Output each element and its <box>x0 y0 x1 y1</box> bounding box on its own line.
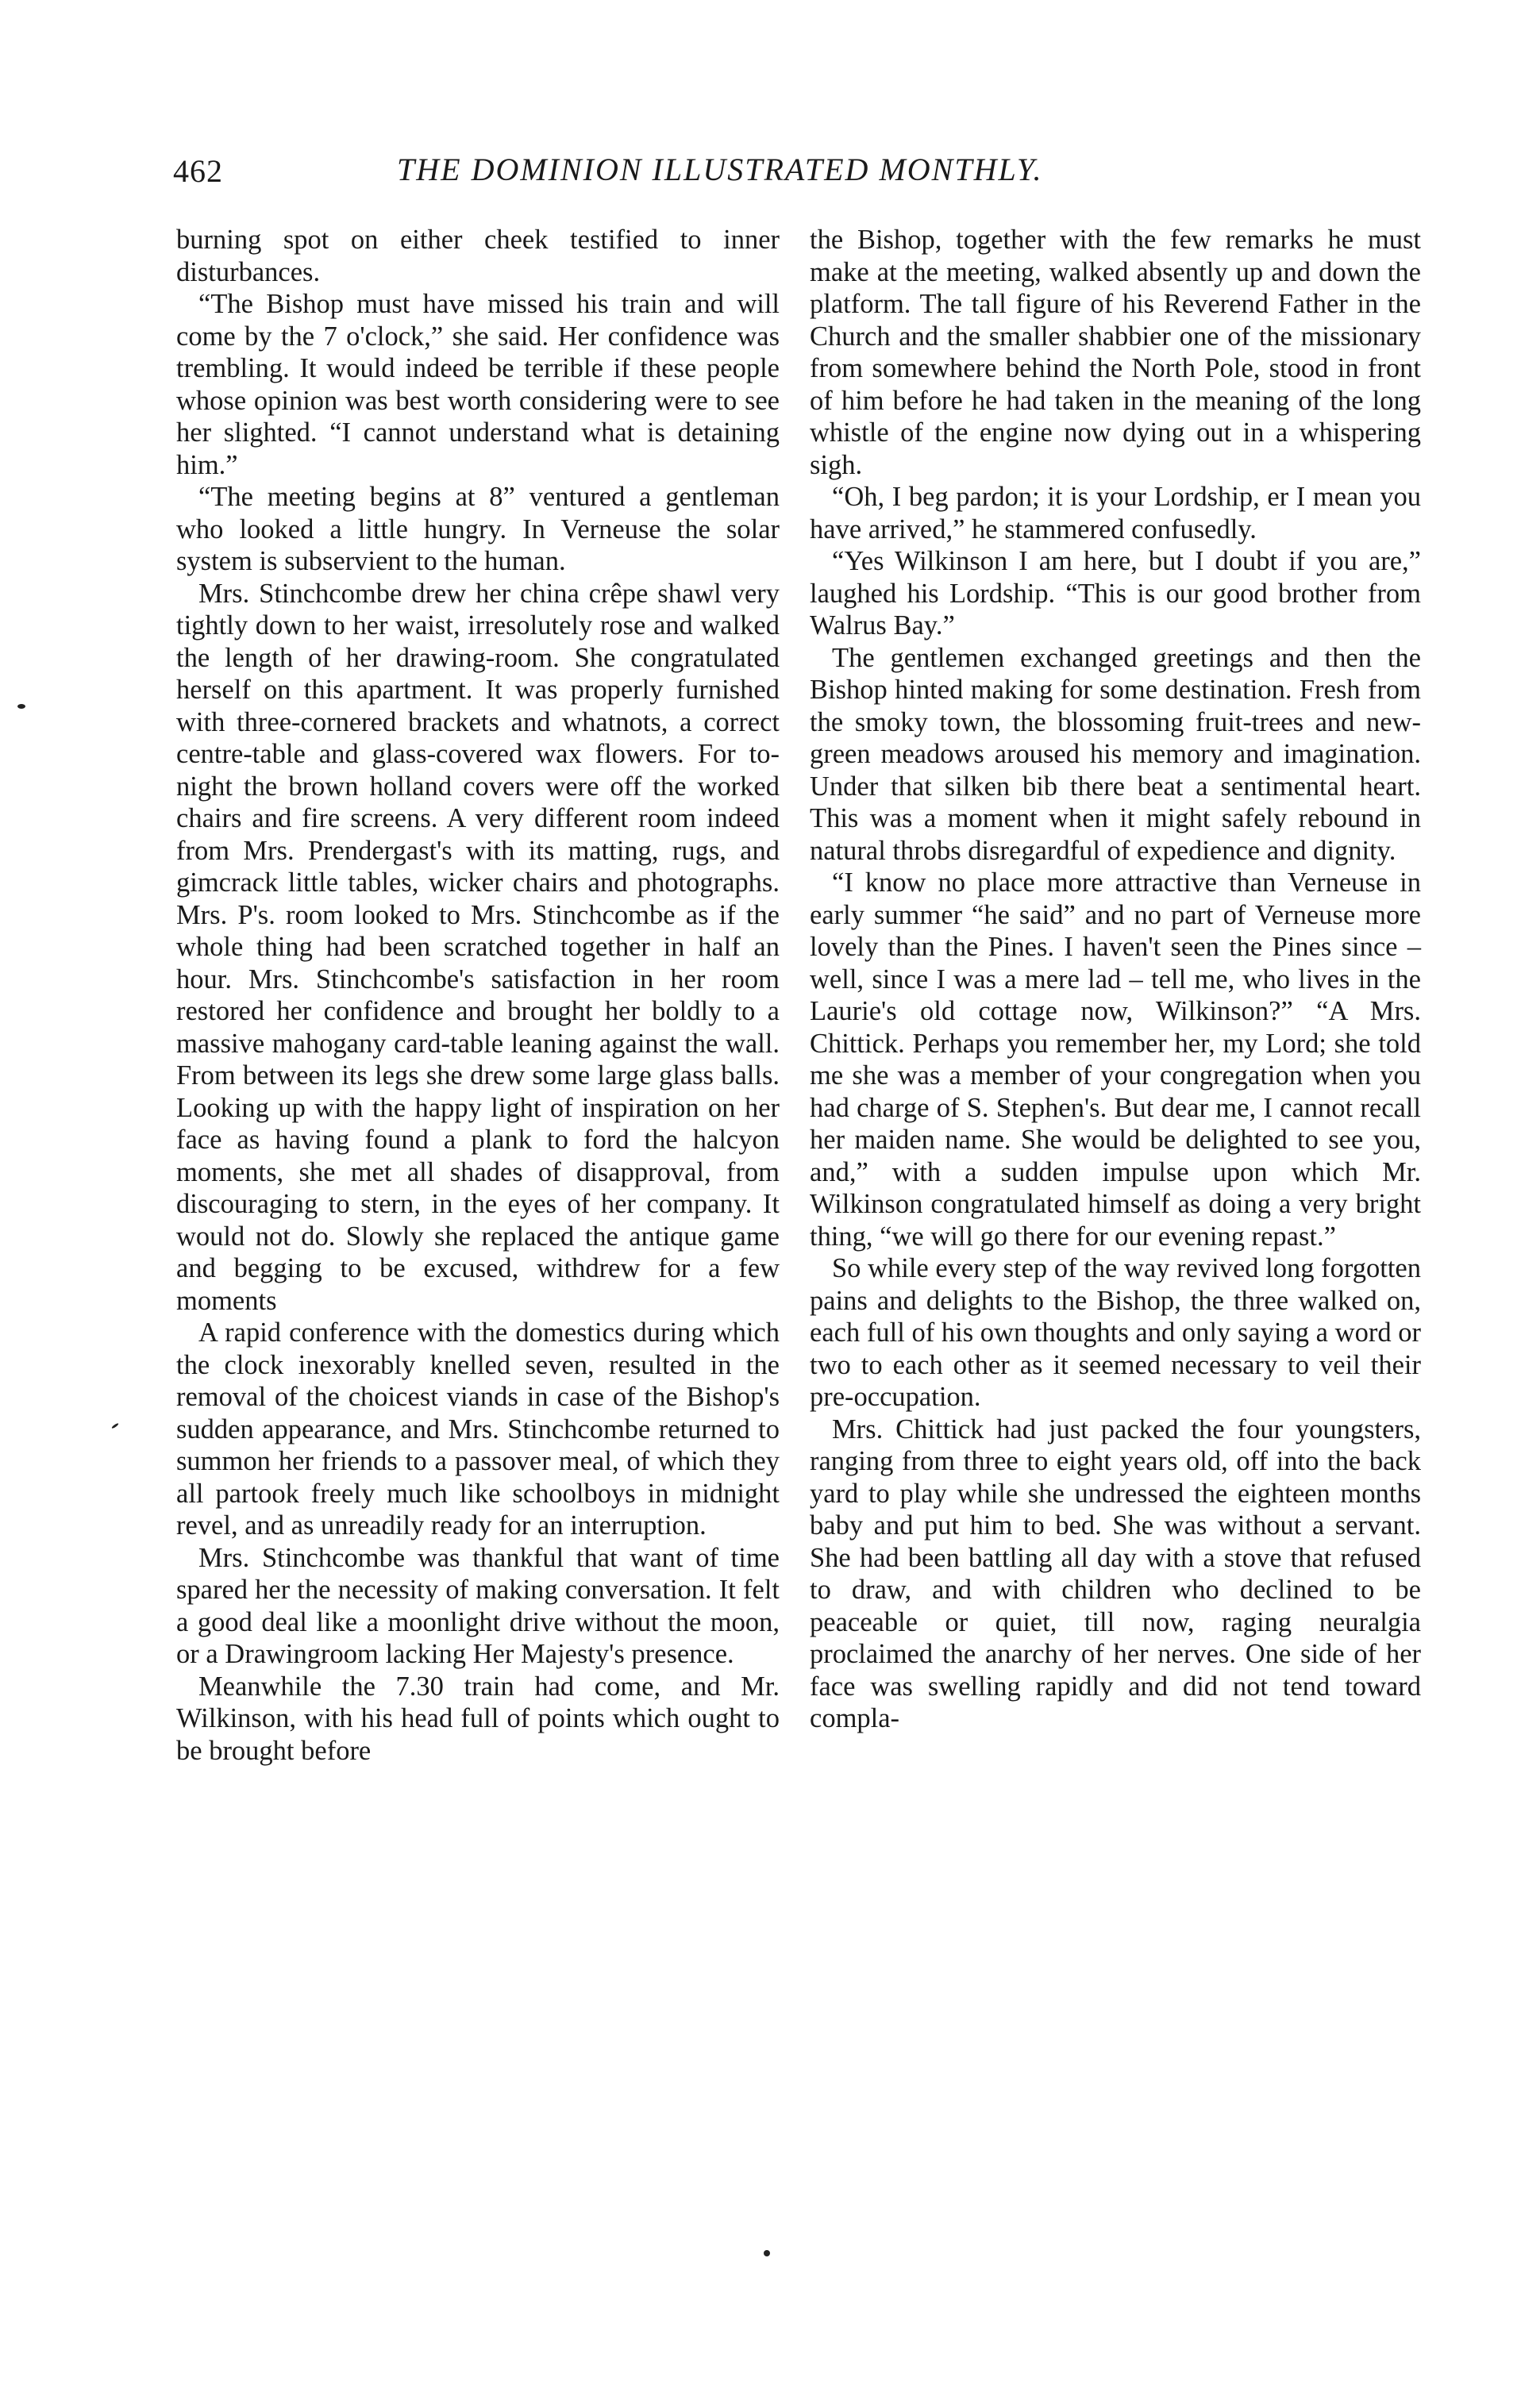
margin-dot <box>17 704 25 709</box>
paragraph: “The meeting begins at 8” ventured a gentleman who looked a little hungry. In Verneuse the solar system is subservient to the human. <box>176 482 780 576</box>
paragraph: the Bishop, together with the few remarks he must make at the meeting, walked absently up and down the platform. The tall figure of his Reverend Father in the Church and the smaller shabbier one of the missionary from somewhere behind the North Pole, stood in front of him before he had taken in the meaning of the long whistle of the engine now dying out in a whispering sigh. <box>810 225 1421 480</box>
running-head: THE DOMINION ILLUSTRATED MONTHLY. <box>397 152 1043 187</box>
paragraph: The gentlemen exchanged greetings and then the Bishop hinted making for some destination. Fresh from the smoky town, the blossoming fruit-trees and new-green meadows aroused his memory and imagination. Under that silken bib there beat a sentimental heart. This was a moment when it might safely rebound in natural throbs disregardful of expedience and dignity. <box>810 642 1421 866</box>
paragraph: A rapid conference with the domestics during which the clock inexorably knelled seven, resulted in the removal of the choicest viands in case of the Bishop's sudden appearance, and Mrs. Stinchcombe returned to summon her friends to a passover meal, of which they all partook freely much like schoolboys in midnight revel, and as unreadily ready for an interruption. <box>176 1317 780 1541</box>
paragraph: burning spot on either cheek testified to inner disturbances. <box>176 225 780 287</box>
paragraph: “I know no place more attractive than Verneuse in early summer “he said” and no part of Verneuse more lovely than the Pines. I haven't seen the Pines since – well, since I was a mere lad – tell me, who lives in the Laurie's old cottage now, Wilkinson?” “A Mrs. Chittick. Perhaps you remember her, my Lord; she told me she was a member of your congregation when you had charge of S. Stephen's. But dear me, I cannot recall her maiden name. She would be delighted to see you, and,” with a sudden impulse upon which Mr. Wilkinson congratulated himself as doing a very bright thing, “we will go there for our evening repast.” <box>810 867 1421 1252</box>
page-bottom-dot <box>764 2250 770 2256</box>
paragraph: Meanwhile the 7.30 train had come, and Mr. Wilkinson, with his head full of points which ought to be brought before <box>176 1671 780 1766</box>
paragraph: “Oh, I beg pardon; it is your Lordship, er I mean you have arrived,” he stammered confusedly. <box>810 482 1421 544</box>
page-number: 462 <box>173 153 223 189</box>
left-column <box>176 224 780 1767</box>
paragraph: Mrs. Stinchcombe was thankful that want of time spared her the necessity of making conversation. It felt a good deal like a moonlight drive without the moon, or a Drawingroom lacking Her Majesty's presence. <box>176 1542 780 1669</box>
margin-tick <box>111 1422 119 1429</box>
paragraph: “Yes Wilkinson I am here, but I doubt if you are,” laughed his Lordship. “This is our good brother from Walrus Bay.” <box>810 546 1421 640</box>
paragraph: So while every step of the way revived long forgotten pains and delights to the Bishop, the three walked on, each full of his own thoughts and only saying a word or two to each other as it seemed necessary to veil their pre-occupation. <box>810 1253 1421 1412</box>
paragraph: Mrs. Chittick had just packed the four youngsters, ranging from three to eight years old, off into the back yard to play while she undressed the eighteen months baby and put him to bed. She was without a servant. She had been battling all day with a stove that refused to draw, and with children who declined to be peaceable or quiet, till now, raging neuralgia proclaimed the anarchy of her nerves. One side of her face was swelling rapidly and did not tend toward compla- <box>810 1414 1421 1733</box>
right-column <box>810 224 1421 1735</box>
paragraph: “The Bishop must have missed his train and will come by the 7 o'clock,” she said. Her confidence was trembling. It would indeed be terrible if these people whose opinion was best worth considering were to see her slighted. “I cannot understand what is detaining him.” <box>176 289 780 480</box>
paragraph: Mrs. Stinchcombe drew her china crêpe shawl very tightly down to her waist, irresolutely rose and walked the length of her drawing-room. She congratulated herself on this apartment. It was properly furnished with three-cornered brackets and whatnots, a correct centre-table and glass-covered wax flowers. For to-night the brown holland covers were off the worked chairs and fire screens. A very different room indeed from Mrs. Prendergast's with its matting, rugs, and gimcrack little tables, wicker chairs and photographs. Mrs. P's. room looked to Mrs. Stinchcombe as if the whole thing had been scratched together in half an hour. Mrs. Stinchcombe's satisfaction in her room restored her confidence and brought her boldly to a massive mahogany card-table leaning against the wall. From between its legs she drew some large glass balls. Looking up with the happy light of inspiration on her face as having found a plank to ford the halcyon moments, she met all shades of disapproval, from discouraging to stern, in the eyes of her company. It would not do. Slowly she replaced the antique game and begging to be excused, withdrew for a few moments <box>176 578 780 1316</box>
